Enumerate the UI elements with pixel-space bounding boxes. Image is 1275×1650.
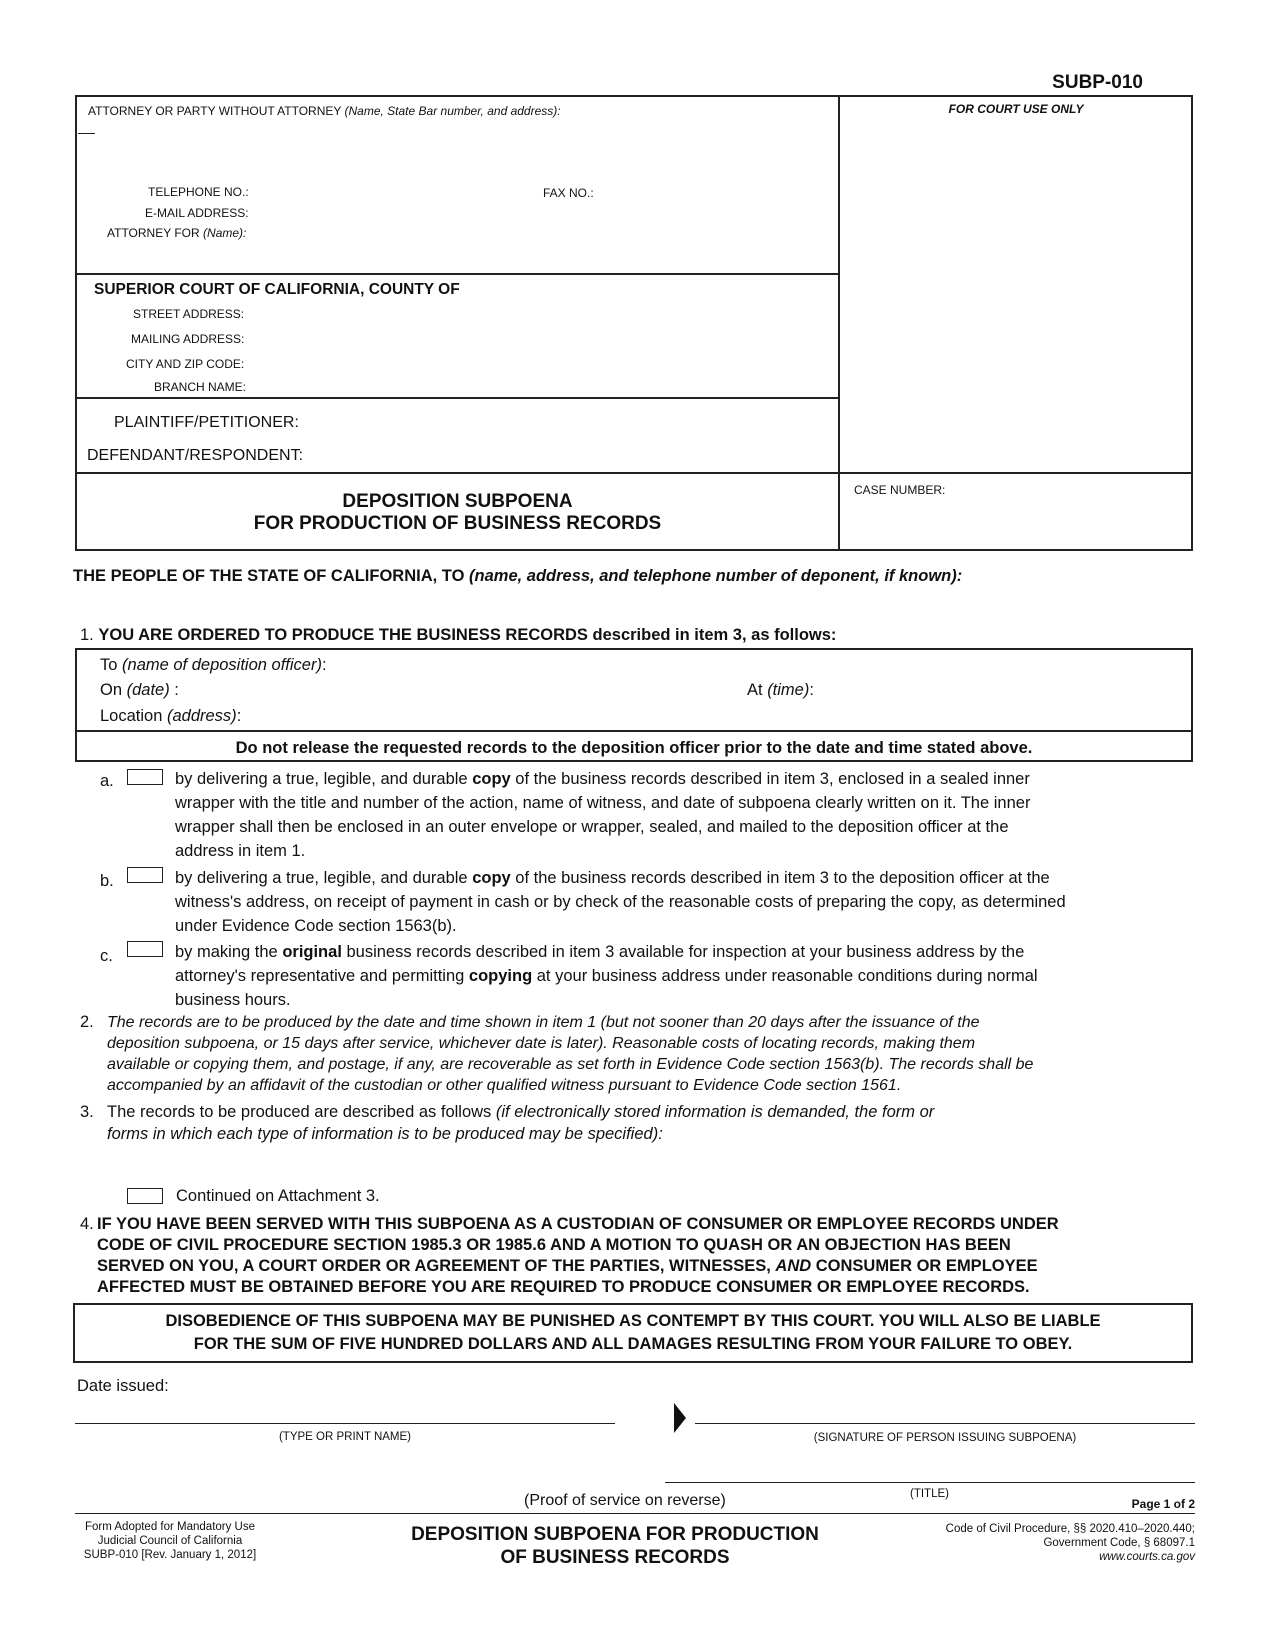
text-line: The records are to be produced by the date and time shown in item 1 (but not sooner than 20 days after the issuance of the: [107, 1014, 980, 1031]
attorney-label: ATTORNEY OR PARTY WITHOUT ATTORNEY (Name, State Bar number, and address):: [88, 104, 561, 118]
text-line: by delivering a true, legible, and durable copy of the business records described in item 3 to the deposition officer at the: [175, 869, 1050, 887]
divider: [78, 133, 95, 134]
text-line: available or copying them, and postage, if any, are recoverable as set forth in Evidence Code section 1563(b). The records shall be: [107, 1056, 1034, 1073]
option-c-checkbox[interactable]: [127, 941, 163, 957]
title-label: (TITLE): [910, 1488, 949, 1500]
option-c-label: c.: [100, 947, 113, 965]
signature-arrow-icon: [672, 1401, 688, 1435]
header-box: [75, 95, 1193, 551]
option-b-text: [175, 866, 1195, 938]
option-a-label: a.: [100, 772, 114, 790]
text-line: deposition subpoena, or 15 days after service, whichever date is later). Reasonable costs of locating records, making them: [107, 1035, 976, 1052]
text-line: by making the original business records described in item 3 available for inspection at your business address by the: [175, 943, 1025, 961]
option-a-text: [175, 767, 1195, 863]
proof-of-service-note: (Proof of service on reverse): [524, 1492, 726, 1509]
title-line[interactable]: [665, 1482, 1195, 1483]
text-line: attorney's representative and permitting copying at your business address under reasonable conditions during normal: [175, 967, 1038, 985]
option-b-label: b.: [100, 872, 114, 890]
print-name-label: (TYPE OR PRINT NAME): [278, 1431, 412, 1443]
divider: [75, 397, 840, 399]
on-label: On (date) :: [100, 681, 179, 699]
option-c-text: [175, 940, 1195, 1012]
divider: [75, 472, 1193, 474]
people-line: THE PEOPLE OF THE STATE OF CALIFORNIA, TO (name, address, and telephone number of deponent, if known):: [73, 567, 963, 585]
header-divider: [838, 95, 840, 551]
court-use-label: FOR COURT USE ONLY: [948, 102, 1084, 116]
divider: [75, 1513, 1195, 1514]
item2-text: [107, 1012, 1197, 1096]
branch-label: BRANCH NAME:: [154, 380, 247, 394]
text-line: wrapper shall then be enclosed in an outer envelope or wrapper, sealed, and mailed to the deposition officer at the: [175, 818, 1009, 836]
mailing-label: MAILING ADDRESS:: [131, 332, 245, 346]
attachment-3-label: Continued on Attachment 3.: [176, 1187, 380, 1205]
disobedience-text: DISOBEDIENCE OF THIS SUBPOENA MAY BE PUNISHED AS CONTEMPT BY THIS COURT. YOU WILL ALSO BE LIABLE FOR THE SUM OF FIVE HUNDRED DOLLARS AND ALL DAMAGES RESULTING FROM YOUR FAILURE TO OBEY.: [165, 1312, 1101, 1353]
case-number-label: CASE NUMBER:: [854, 483, 946, 497]
footer-title: DEPOSITION SUBPOENA FOR PRODUCTION OF BUSINESS RECORDS: [411, 1524, 819, 1568]
defendant-label: DEFENDANT/RESPONDENT:: [87, 447, 304, 464]
text-line: by delivering a true, legible, and durable copy of the business records described in item 3, enclosed in a sealed inner: [175, 770, 1030, 788]
print-name-line[interactable]: [75, 1423, 615, 1424]
location-label: Location (address):: [100, 707, 242, 725]
to-label: To (name of deposition officer):: [100, 656, 327, 674]
footer-left: Form Adopted for Mandatory Use Judicial Council of California SUBP-010 [Rev. January 1, 2012]: [83, 1521, 257, 1561]
text-line: wrapper with the title and number of the action, name of witness, and date of subpoena clearly written on it. The inner: [175, 794, 1031, 812]
at-label: At (time):: [747, 681, 814, 699]
text-line: accompanied by an affidavit of the custodian or other qualified witness pursuant to Evidence Code section 1561.: [107, 1077, 902, 1094]
plaintiff-label: PLAINTIFF/PETITIONER:: [114, 414, 299, 431]
option-b-checkbox[interactable]: [127, 867, 163, 883]
divider: [75, 273, 840, 275]
attachment-3-checkbox[interactable]: [127, 1188, 163, 1204]
footer-right: Code of Civil Procedure, §§ 2020.410–2020.440; Government Code, § 68097.1 www.courts.ca.gov: [945, 1523, 1195, 1563]
email-label: E-MAIL ADDRESS:: [145, 206, 249, 220]
signature-label: (SIGNATURE OF PERSON ISSUING SUBPOENA): [813, 1432, 1077, 1444]
city-label: CITY AND ZIP CODE:: [126, 357, 245, 371]
item3-num: 3.: [80, 1103, 94, 1121]
telephone-label: TELEPHONE NO.:: [148, 185, 249, 199]
item2-num: 2.: [80, 1013, 94, 1031]
page-number: Page 1 of 2: [1131, 1497, 1195, 1511]
text-line: under Evidence Code section 1563(b).: [175, 917, 457, 935]
divider: [75, 730, 1193, 732]
item4-num: 4.: [80, 1215, 94, 1233]
release-warning: Do not release the requested records to the deposition officer prior to the date and time stated above.: [235, 739, 1033, 757]
item1-heading: 1. YOU ARE ORDERED TO PRODUCE THE BUSINESS RECORDS described in item 3, as follows:: [80, 626, 837, 644]
date-issued-label: Date issued:: [77, 1377, 169, 1395]
signature-line[interactable]: [695, 1423, 1195, 1424]
item4-text: IF YOU HAVE BEEN SERVED WITH THIS SUBPOENA AS A CUSTODIAN OF CONSUMER OR EMPLOYEE RECORDS UNDER CODE OF CIVIL PROCEDURE SECTION 1985.3 OR 1985.6 AND A MOTION TO QUASH OR AN OBJECTION HAS BEEN SERVED ON YOU, A COURT ORDER OR AGREEMENT OF THE PARTIES, WITNESSES, AND CONSUMER OR EMPLOYEE AFFECTED MUST BE OBTAINED BEFORE YOU ARE REQUIRED TO PRODUCE CONSUMER OR EMPLOYEE RECORDS.: [97, 1215, 1059, 1296]
item3-text: The records to be produced are described as follows (if electronically stored information is demanded, the form or forms in which each type of information is to be produced may be specified):: [107, 1103, 935, 1143]
form-id: SUBP-010: [1052, 72, 1143, 93]
option-a-checkbox[interactable]: [127, 769, 163, 785]
text-line: address in item 1.: [175, 842, 306, 860]
court-title: SUPERIOR COURT OF CALIFORNIA, COUNTY OF: [94, 281, 460, 298]
fax-label: FAX NO.:: [543, 186, 594, 200]
text-line: witness's address, on receipt of payment in cash or by check of the reasonable costs of preparing the copy, as determined: [175, 893, 1066, 911]
attorney-for-label: ATTORNEY FOR (Name):: [107, 226, 247, 240]
text-line: business hours.: [175, 991, 291, 1009]
form-title: DEPOSITION SUBPOENA FOR PRODUCTION OF BUSINESS RECORDS: [253, 491, 662, 534]
street-label: STREET ADDRESS:: [133, 307, 245, 321]
